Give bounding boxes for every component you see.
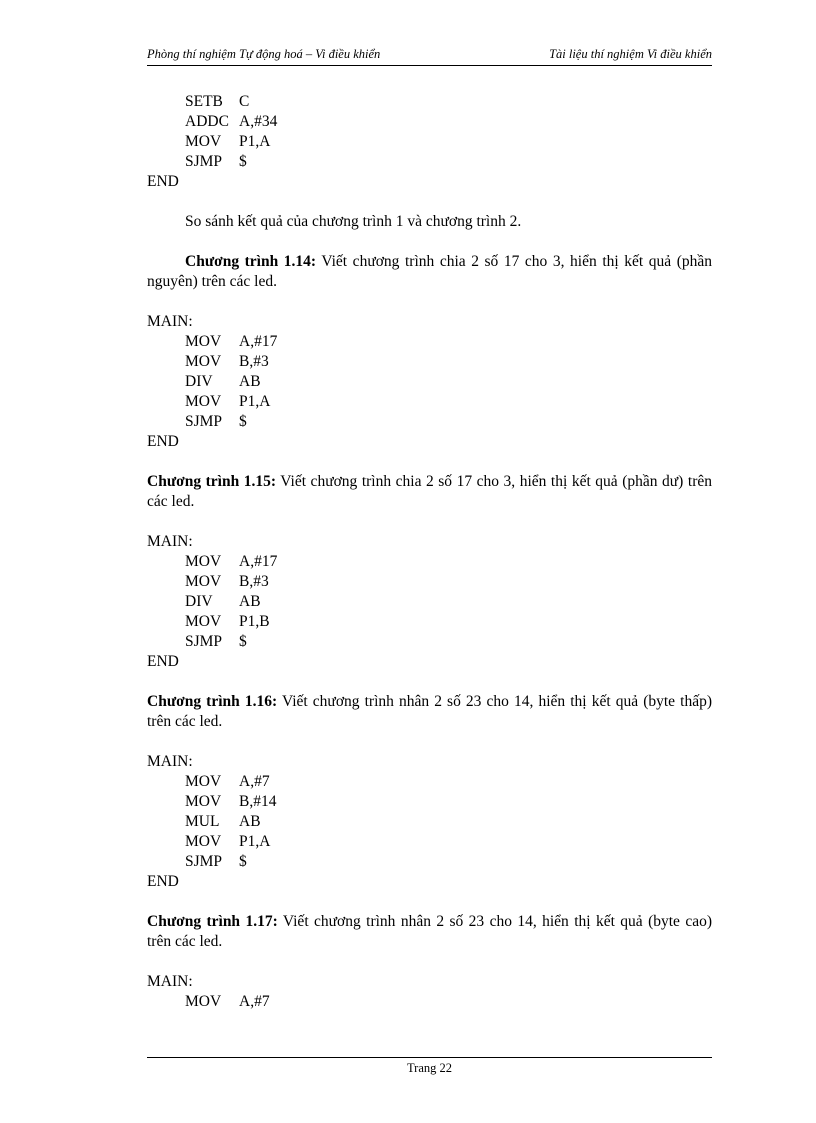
code-label: MAIN: <box>147 973 193 990</box>
code-line: ADDC A,#34 <box>185 113 278 130</box>
code-line: MOV B,#3 <box>185 573 269 590</box>
code-label: MAIN: <box>147 753 193 770</box>
code-label: MAIN: <box>147 313 193 330</box>
program-1-14-description: Chương trình 1.14: Viết chương trình chia 2 số 17 cho 3, hiển thị kết quả (phần nguyên) trên các led. <box>147 253 712 290</box>
code-line: SJMP $ <box>185 633 247 650</box>
code-line: SJMP $ <box>185 413 247 430</box>
program-1-16-description: Chương trình 1.16: Viết chương trình nhân 2 số 23 cho 14, hiển thị kết quả (byte thấp) trên các led. <box>147 693 712 730</box>
code-end: END <box>147 173 179 190</box>
program-title: Chương trình 1.17: <box>147 913 278 930</box>
code-line: MOV A,#7 <box>185 993 270 1010</box>
code-line: DIV AB <box>185 593 261 610</box>
program-title: Chương trình 1.14: <box>185 253 317 270</box>
code-line: MUL AB <box>185 813 261 830</box>
code-line: MOV B,#14 <box>185 793 277 810</box>
code-line: MOV P1,A <box>185 833 271 850</box>
code-line: MOV A,#17 <box>185 553 278 570</box>
code-line: MOV A,#7 <box>185 773 270 790</box>
code-line: MOV P1,A <box>185 133 271 150</box>
code-line: MOV P1,B <box>185 613 270 630</box>
code-label: MAIN: <box>147 533 193 550</box>
code-line: DIV AB <box>185 373 261 390</box>
page-header <box>147 46 712 66</box>
code-block-1 <box>147 92 712 192</box>
compare-text: So sánh kết quả của chương trình 1 và chương trình 2. <box>185 213 522 230</box>
program-title: Chương trình 1.15: <box>147 473 277 490</box>
code-line: SJMP $ <box>185 853 247 870</box>
code-line: MOV P1,A <box>185 393 271 410</box>
footer-rule <box>147 1057 712 1058</box>
page-number: Trang 22 <box>406 1061 453 1075</box>
header-left-text: Phòng thí nghiệm Tự động hoá – Vi điều khiển <box>147 47 381 61</box>
code-end: END <box>147 433 179 450</box>
code-end: END <box>147 653 179 670</box>
program-title: Chương trình 1.16: <box>147 693 278 710</box>
code-end: END <box>147 873 179 890</box>
code-line: MOV A,#17 <box>185 333 278 350</box>
code-line: SETB C <box>185 93 250 110</box>
document-body <box>147 92 712 1012</box>
program-1-17-description: Chương trình 1.17: Viết chương trình nhân 2 số 23 cho 14, hiển thị kết quả (byte cao) trên các led. <box>147 913 712 950</box>
header-right-text: Tài liệu thí nghiệm Vi điều khiển <box>549 47 712 61</box>
code-line: SJMP $ <box>185 153 247 170</box>
code-line: MOV B,#3 <box>185 353 269 370</box>
program-1-15-description: Chương trình 1.15: Viết chương trình chia 2 số 17 cho 3, hiển thị kết quả (phần dư) trên các led. <box>147 473 712 510</box>
